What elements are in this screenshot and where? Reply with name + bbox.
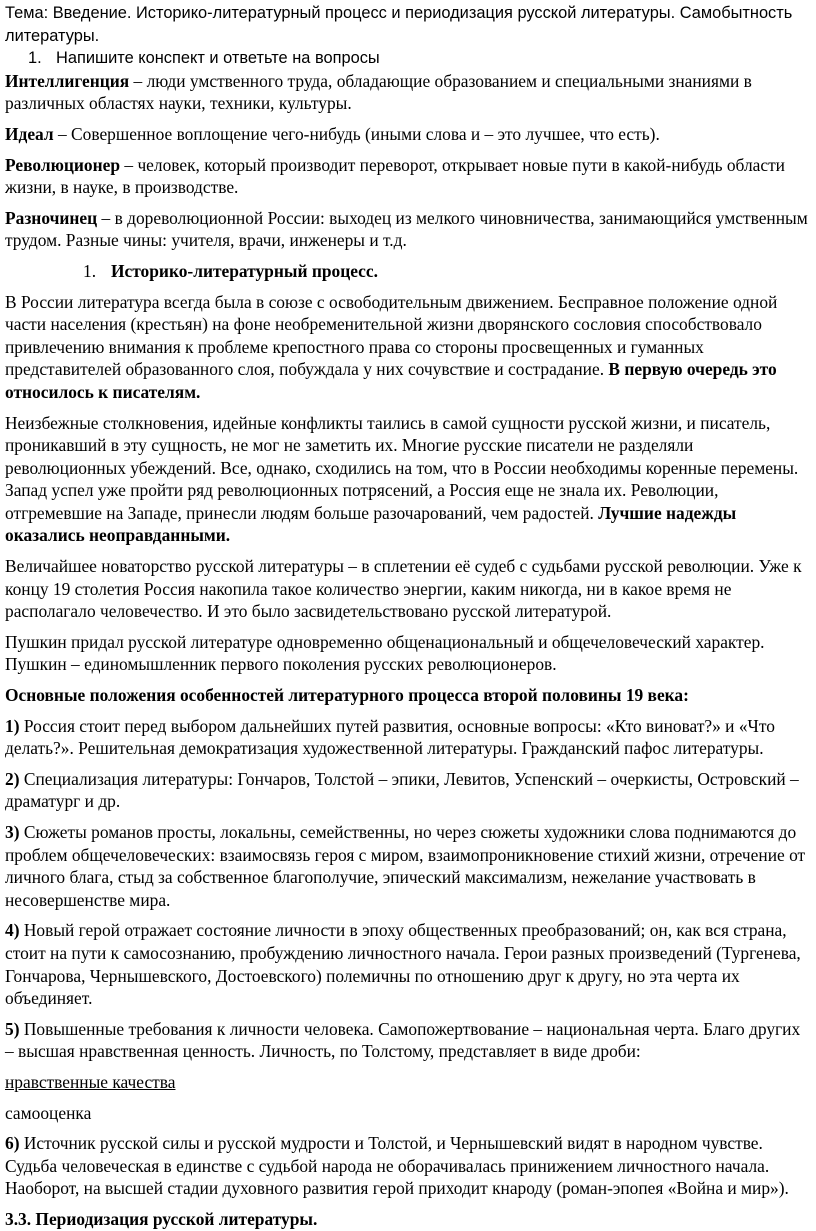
definition-term: Идеал: [5, 123, 54, 144]
paragraph-bold: Лучшие надежды оказались неоправданными.: [5, 502, 737, 546]
section-title: Историко-литературный процесс.: [111, 260, 378, 281]
paragraph-3: [5, 555, 810, 623]
definition-text: – люди умственного труда, обладающие образованием и специальными знаниями в различных областях науки, техники, культуры.: [5, 70, 752, 114]
feature-text: Специализация литературы: Гончаров, Толстой – эпики, Левитов, Успенский – очеркисты, Островский – драматург и др.: [5, 768, 799, 812]
feature-item: [5, 1132, 810, 1200]
feature-text: Повышенные требования к личности человека. Самопожертвование – национальная черта. Благо других – высшая нравственная ценность. Личность, по Толстому, представляет в виде дроби:: [5, 1018, 801, 1062]
task-item: [5, 47, 810, 70]
feature-item: [5, 1018, 810, 1063]
feature-number: 5): [5, 1018, 20, 1039]
definition-term: Революционер: [5, 154, 121, 175]
feature-text: Новый герой отражает состояние личности в эпоху общественных преобразований; он, как вся страна, стоит на пути к самосознанию, пробуждению личностного начала. Герои разных произведений (Тургенева, Гончарова, Чернышевского, Достоевского) полемичны по отношению друг к другу, но эта черта их объединяет.: [5, 920, 801, 1009]
feature-number: 6): [5, 1133, 20, 1154]
feature-text: Россия стоит перед выбором дальнейших путей развития, основные вопросы: «Кто виноват?» и «Что делать?». Решительная демократизация художественной литературы. Гражданский пафос литературы.: [5, 715, 775, 759]
feature-item: [5, 821, 810, 911]
definition-term: Разночинец: [5, 207, 98, 228]
definition-intelligentsia: [5, 70, 810, 115]
paragraph-4: [5, 631, 810, 676]
feature-number: 4): [5, 920, 20, 941]
definition-text: – Совершенное воплощение чего-нибудь (иными слова и – это лучшее, что есть).: [53, 123, 660, 144]
definition-text: – человек, который производит переворот, открывает новые пути в какой-нибудь области жизни, в науке, в производстве.: [5, 154, 785, 198]
paragraph-text: Пушкин придал русской литературе одновременно общенациональный и общечеловеческий характер. Пушкин – единомышленник первого поколения русских революционеров.: [5, 631, 765, 675]
fraction-denominator: самооценка: [5, 1102, 92, 1123]
paragraph-2: [5, 412, 810, 548]
task-number: 1.: [28, 49, 42, 68]
feature-number: 1): [5, 715, 20, 736]
paragraph-text: Величайшее новаторство русской литературы – в сплетении её судеб с судьбами русской революции. Уже к концу 19 столетия Россия накопила такое количество энергии, каким никогда, ни в какое время не располагало человечество. И это было засвидетельствовано русской литературой.: [5, 556, 802, 622]
definition-raznochinets: [5, 207, 810, 252]
feature-number: 3): [5, 822, 20, 842]
definition-term: Интеллигенция: [5, 70, 130, 91]
paragraph-bold: В первую очередь это относилось к писателям.: [5, 359, 777, 402]
feature-item: [5, 768, 810, 813]
feature-item: [5, 919, 810, 1009]
feature-number: 2): [5, 768, 20, 789]
definition-ideal: [5, 123, 810, 146]
feature-text: Источник русской силы и русской мудрости и Толстой, и Чернышевский видят в народном чувстве. Судьба человеческая в единстве с судьбой народа не оборачивалась принижением личностного начала. Наоборот, на высшей стадии духовного развития герой приходит кнароду (роман-эпопея «Война и мир»).: [5, 1133, 789, 1199]
section-heading-periodization: 3.3. Периодизация русской литературы.: [5, 1208, 318, 1229]
features-heading: Основные положения особенностей литературного процесса второй половины 19 века:: [5, 685, 689, 706]
section-number: 1.: [83, 260, 97, 281]
paragraph-text: В России литература всегда была в союзе с освободительным движением. Бесправное положение одной части населения (крестьян) на фоне необременительной жизни дворянского сословия способствовало привлечению внимания к проблеме крепостного права со стороны просвещенных и гуманных представителей образованного слоя, побуждала у них сочувствие и сострадание.: [5, 291, 778, 380]
feature-item: [5, 715, 810, 760]
task-text: Напишите конспект и ответьте на вопросы: [56, 49, 380, 68]
paragraph-1: [5, 291, 810, 404]
topic-line: Тема: Введение. Историко-литературный процесс и периодизация русской литературы. Самобытность литературы.: [5, 4, 793, 45]
fraction-numerator: нравственные качества: [5, 1071, 176, 1092]
feature-text: Сюжеты романов просты, локальны, семейственны, но через сюжеты художники слова поднимаются до проблем общечеловеческих: взаимосвязь героя с миром, взаимопроникновение стихий жизни, отречение от личного блага, стыд за собственное благополучие, эпический максимализм, нежелание участвовать в несовершенстве мира.: [5, 822, 806, 910]
section-heading-process: [5, 260, 810, 283]
definition-text: – в дореволюционной России: выходец из мелкого чиновничества, занимающийся умственным трудом. Разные чины: учителя, врачи, инженеры и т.д.: [5, 207, 808, 251]
definition-revolutionary: [5, 154, 810, 199]
paragraph-text: Неизбежные столкновения, идейные конфликты таились в самой сущности русской жизни, и писатель, проникавший в эту сущность, не мог не заметить их. Многие русские писатели не разделяли революционных убеждений. Все, однако, сходились на том, что в России необходимы коренные перемены. Запад успел уже пройти ряд революционных потрясений, а Россия еще не знала их. Революции, отгремевшие на Западе, принесли людям больше разочарований, чем радостей.: [5, 412, 799, 523]
